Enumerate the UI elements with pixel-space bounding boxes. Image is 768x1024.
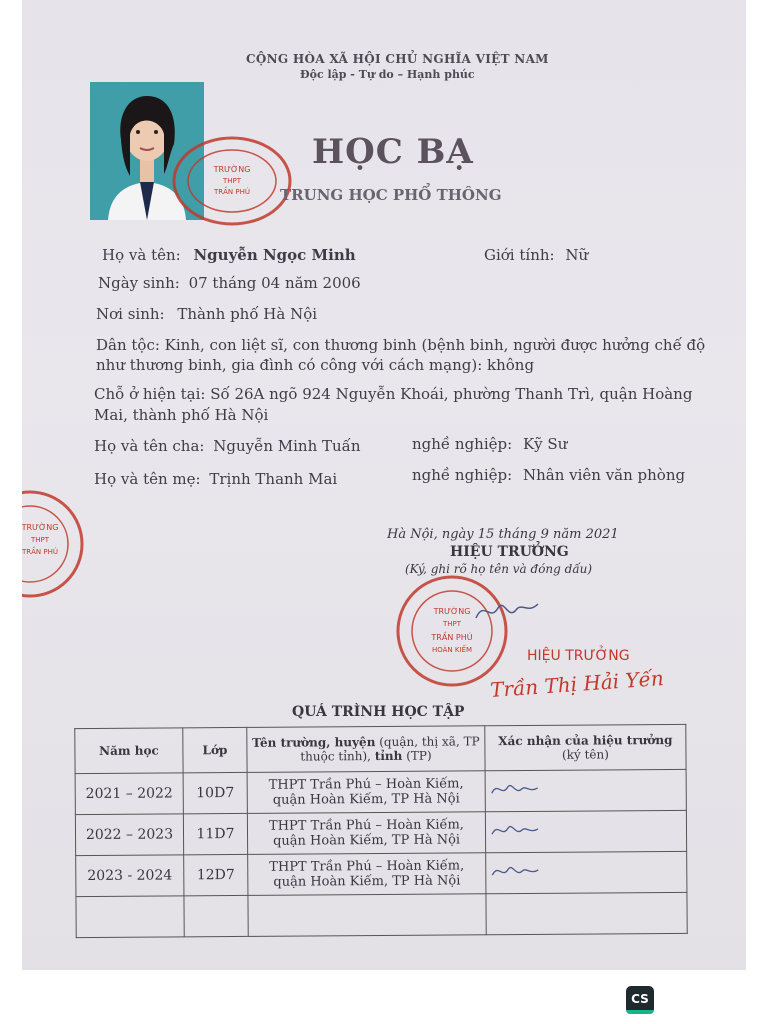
svg-text:TRẦN PHÚ: TRẦN PHÚ xyxy=(431,633,473,642)
signature-note: (Ký, ghi rõ họ tên và đóng dấu) xyxy=(405,562,593,576)
table-row xyxy=(76,851,687,896)
ethnic-line-2: như thương binh, gia đình có công với cách mạng): không xyxy=(96,356,535,374)
stamp-name: Trần Thị Hải Yến xyxy=(489,665,665,703)
father-job-row xyxy=(412,435,567,453)
gender-value: Nữ xyxy=(565,246,589,264)
mother-job-row xyxy=(412,466,685,484)
gender-label: Giới tính: xyxy=(484,246,555,264)
pob-row xyxy=(96,305,317,323)
mother-label: Họ và tên mẹ: xyxy=(94,470,201,488)
motto: Độc lập - Tự do – Hạnh phúc xyxy=(300,68,475,81)
empty-cell xyxy=(486,892,687,934)
svg-text:TRẦN PHÚ: TRẦN PHÚ xyxy=(214,188,250,196)
row-class: 12D7 xyxy=(184,854,248,895)
document-title: HỌC BẠ xyxy=(312,132,474,172)
signature-date: Hà Nội, ngày 15 tháng 9 năm 2021 xyxy=(387,527,619,542)
row-school xyxy=(247,812,485,855)
header-school-tail: tỉnh xyxy=(374,748,403,764)
row-school-line1: THPT Trần Phú – Hoàn Kiếm, xyxy=(268,817,464,834)
header-school-mid: (quận, thị xã, TP thuộc tỉnh), xyxy=(300,734,480,764)
ethnic-line-1: Dân tộc: Kinh, con liệt sĩ, con thương binh (bệnh binh, người được hưởng chế độ xyxy=(96,336,706,354)
row-school-line2: quận Hoàn Kiếm, TP Hà Nội xyxy=(273,832,461,849)
father-name: Nguyễn Minh Tuấn xyxy=(213,437,361,455)
empty-cell xyxy=(76,896,184,938)
signature-scribble xyxy=(490,861,540,881)
svg-text:TRẦN PHÚ: TRẦN PHÚ xyxy=(22,548,58,556)
table-row-empty xyxy=(76,892,687,937)
dob-label: Ngày sinh: xyxy=(98,274,180,292)
header-confirm-title: Xác nhận của hiệu trưởng xyxy=(498,732,673,749)
document-subtitle: TRUNG HỌC PHỔ THÔNG xyxy=(280,186,502,204)
history-table xyxy=(74,724,687,938)
father-job: Kỹ Sư xyxy=(522,435,568,453)
table-header-row xyxy=(75,724,686,773)
row-class: 11D7 xyxy=(183,813,247,854)
svg-text:TRƯỜNG: TRƯỜNG xyxy=(21,523,59,532)
signature-scribble xyxy=(490,820,540,840)
table-row xyxy=(75,769,686,814)
row-year: 2023 - 2024 xyxy=(76,855,184,897)
stamp-role: HIỆU TRƯỞNG xyxy=(527,648,630,664)
svg-text:TRƯỜNG: TRƯỜNG xyxy=(213,165,251,174)
pob-value: Thành phố Hà Nội xyxy=(177,305,318,323)
camscanner-badge-icon: CS xyxy=(626,986,654,1014)
row-school xyxy=(247,771,485,814)
header-class: Lớp xyxy=(183,727,247,772)
gender-row xyxy=(484,246,588,264)
empty-cell xyxy=(184,895,248,936)
mother-job-label: nghề nghiệp: xyxy=(412,466,513,484)
svg-text:HOÀN KIẾM: HOÀN KIẾM xyxy=(431,646,473,654)
mother-row xyxy=(94,470,337,488)
header-confirm-sub: (ký tên) xyxy=(561,747,609,762)
father-row xyxy=(94,437,361,455)
table-row xyxy=(75,810,686,855)
document-page xyxy=(22,0,746,970)
row-school-line1: THPT Trần Phú – Hoàn Kiếm, xyxy=(269,858,465,875)
principal-seal xyxy=(390,574,514,688)
empty-cell xyxy=(248,894,486,937)
header-confirm xyxy=(485,724,686,770)
header-year: Năm học xyxy=(75,728,183,774)
row-school-line2: quận Hoàn Kiếm, TP Hà Nội xyxy=(272,791,460,808)
row-signature xyxy=(486,851,687,893)
name-row xyxy=(102,246,356,264)
principal-signature-scribble xyxy=(472,596,542,626)
history-title: QUÁ TRÌNH HỌC TẬP xyxy=(292,704,465,720)
svg-text:TRƯỜNG: TRƯỜNG xyxy=(433,607,471,616)
pob-label: Nơi sinh: xyxy=(96,305,165,323)
svg-text:THPT: THPT xyxy=(442,620,462,628)
mother-job: Nhân viên văn phòng xyxy=(522,466,686,484)
dob-value: 07 tháng 04 năm 2006 xyxy=(188,274,361,292)
header-school-bold: Tên trường, huyện xyxy=(252,735,376,750)
student-name: Nguyễn Ngọc Minh xyxy=(193,246,356,264)
father-job-label: nghề nghiệp: xyxy=(412,435,513,453)
national-heading: CỘNG HÒA XÃ HỘI CHỦ NGHĨA VIỆT NAM xyxy=(246,52,549,66)
row-school-line1: THPT Trần Phú – Hoàn Kiếm, xyxy=(268,776,464,793)
signature-role: HIỆU TRƯỞNG xyxy=(450,544,569,560)
school-stamp-photo xyxy=(172,136,292,226)
row-class: 10D7 xyxy=(183,772,247,813)
row-signature xyxy=(485,769,686,811)
row-school-line2: quận Hoàn Kiếm, TP Hà Nội xyxy=(273,873,461,890)
svg-text:THPT: THPT xyxy=(30,536,50,544)
header-school xyxy=(247,726,485,773)
address-line-1: Chỗ ở hiện tại: Số 26A ngõ 924 Nguyễn Khoái, phường Thanh Trì, quận Hoàng xyxy=(94,385,693,403)
row-year: 2021 – 2022 xyxy=(75,773,183,815)
father-label: Họ và tên cha: xyxy=(94,437,205,455)
left-edge-stamp xyxy=(22,486,86,602)
row-year: 2022 – 2023 xyxy=(75,814,183,856)
mother-name: Trịnh Thanh Mai xyxy=(209,470,338,488)
header-school-end: (TP) xyxy=(402,748,432,763)
row-signature xyxy=(485,810,686,852)
svg-text:THPT: THPT xyxy=(222,177,242,185)
name-label: Họ và tên: xyxy=(102,246,181,264)
address-line-2: Mai, thành phố Hà Nội xyxy=(94,406,269,424)
dob-row xyxy=(98,274,361,292)
signature-scribble xyxy=(490,779,540,799)
row-school xyxy=(248,853,486,896)
